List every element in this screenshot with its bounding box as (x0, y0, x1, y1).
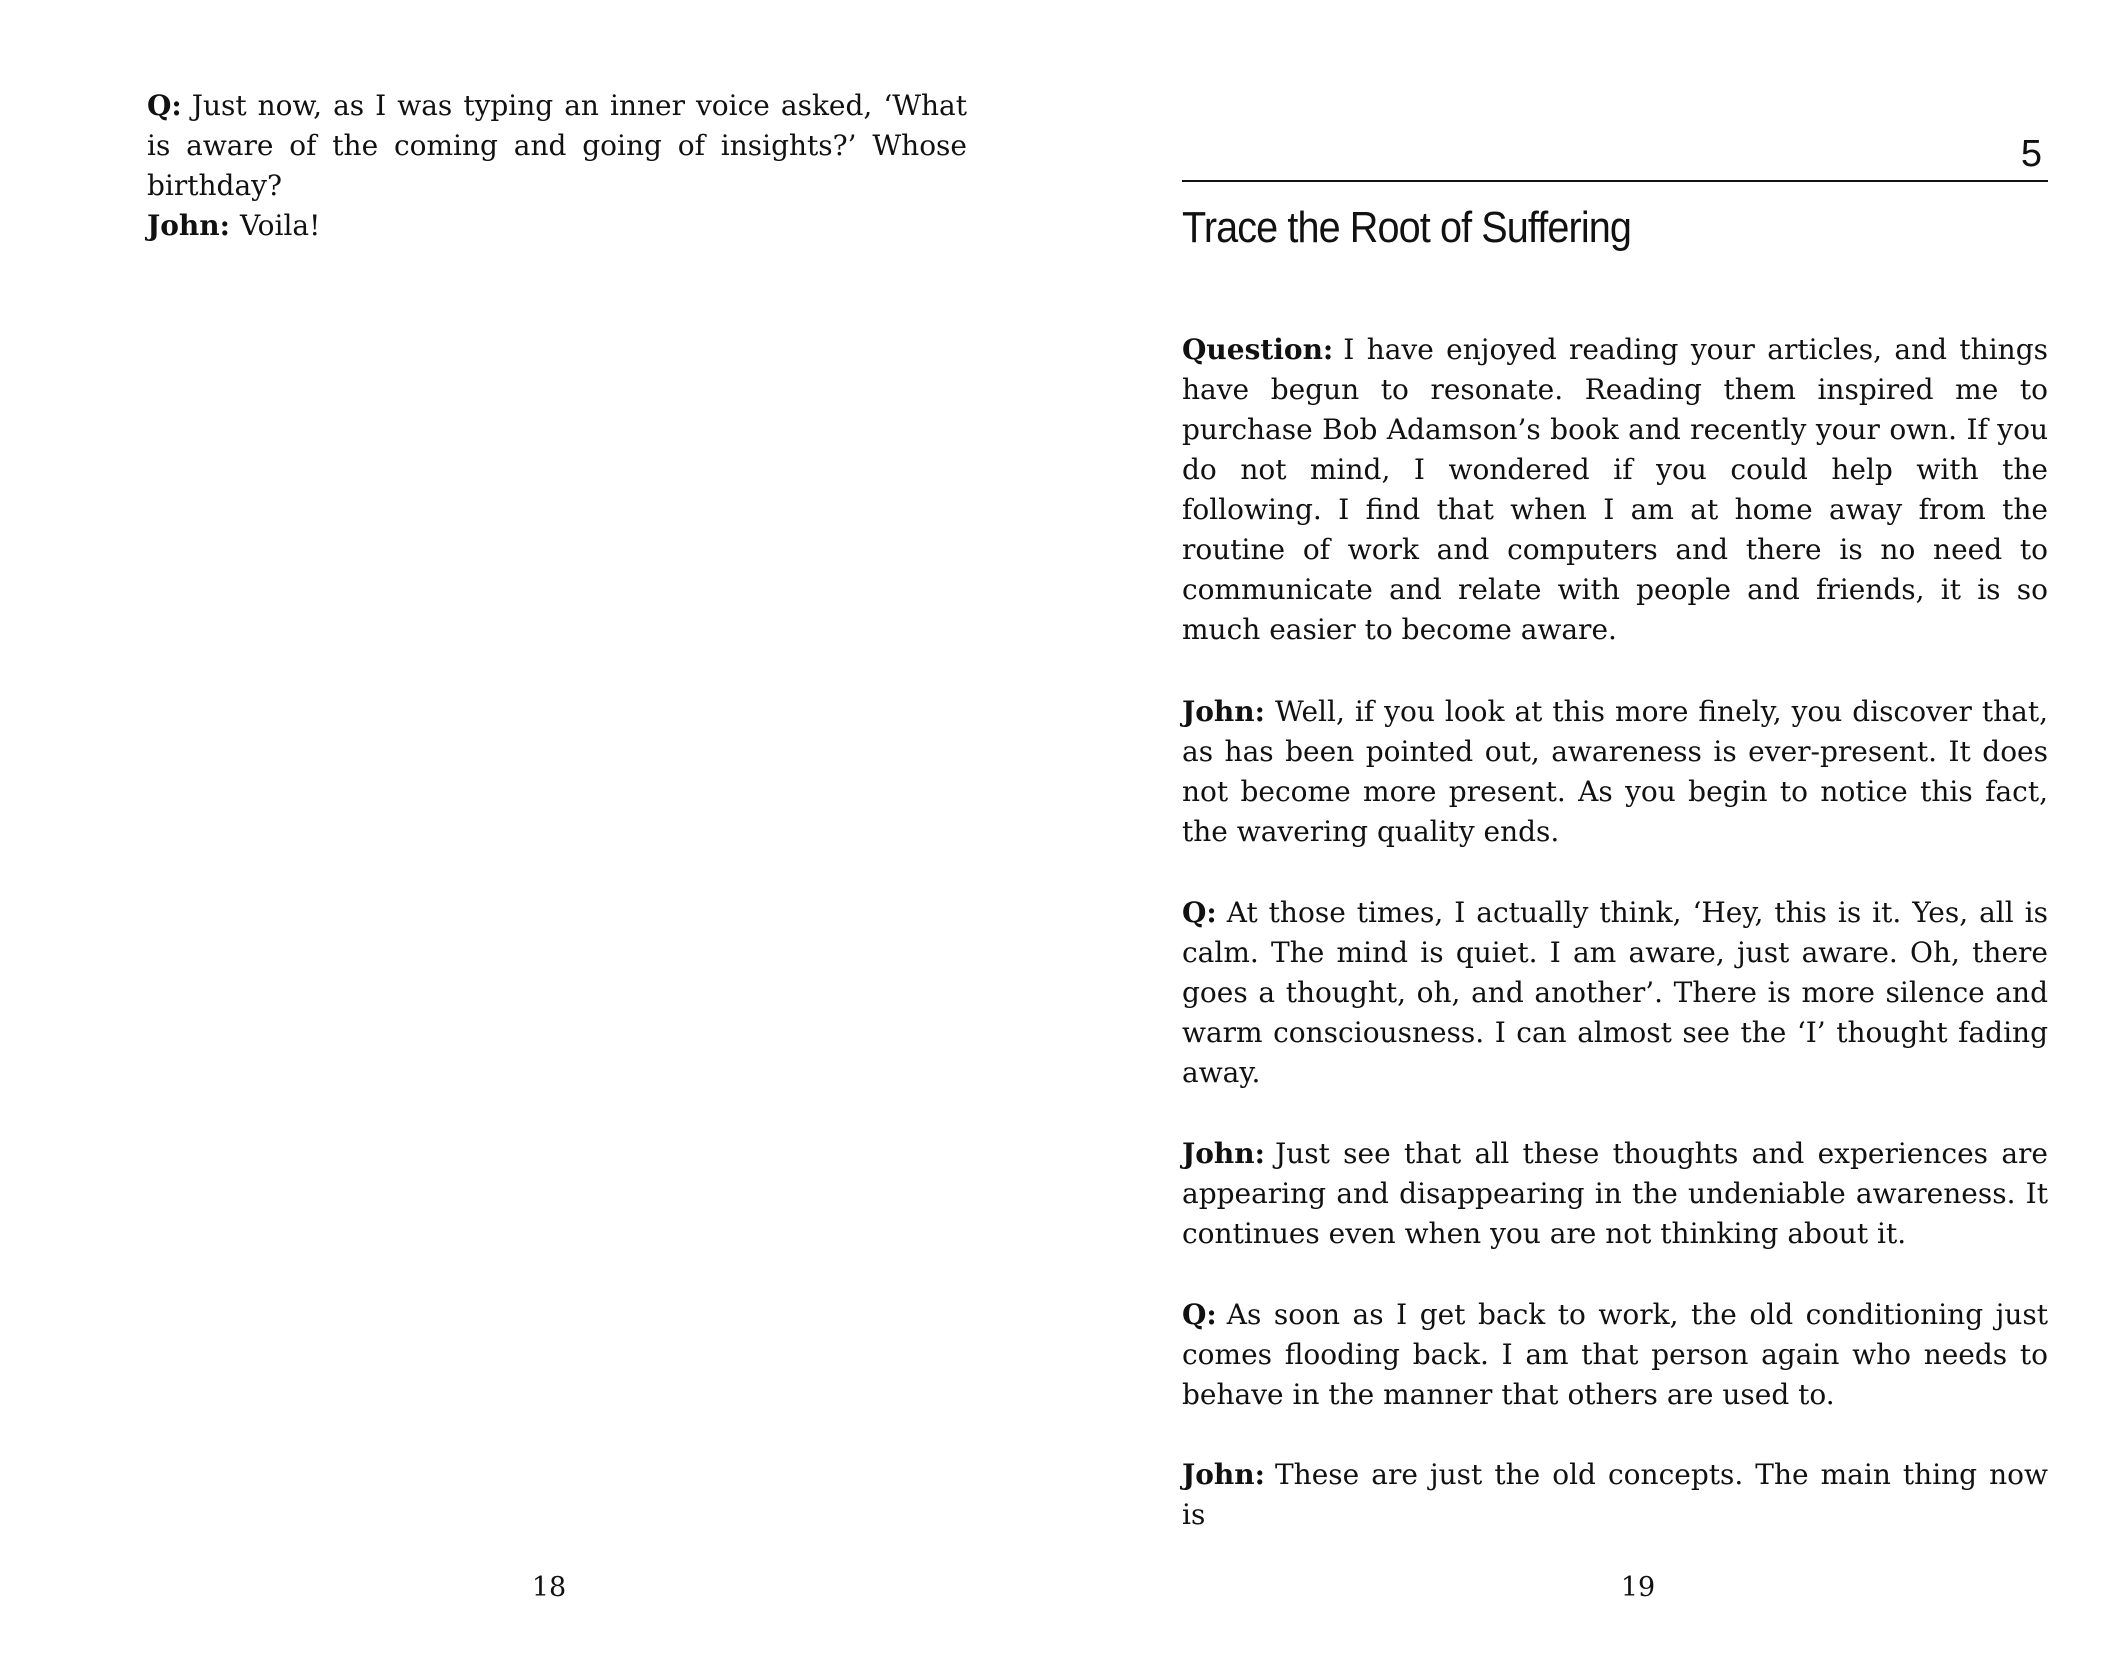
dialogue-paragraph (1182, 330, 2048, 650)
speaker-label: John: (1182, 695, 1265, 728)
dialogue-paragraph (147, 206, 967, 246)
paragraph-text: Well, if you look at this more finely, you discover that, as has been pointed out, awareness is ever-present. It does not become more present. As you begin to notice this fact, the wavering quality ends. (1182, 695, 2048, 848)
paragraph-text: Voila! (239, 209, 321, 242)
speaker-label: John: (1182, 1137, 1265, 1170)
paragraph-text: Just now, as I was typing an inner voice asked, ‘What is aware of the coming and going of insights?’ Whose birthday? (147, 89, 967, 202)
dialogue-paragraph (1182, 1295, 2048, 1415)
speaker-label: Q: (147, 89, 182, 122)
dialogue-paragraph (1182, 893, 2048, 1093)
paragraph-text: At those times, I actually think, ‘Hey, this is it. Yes, all is calm. The mind is quiet. I am aware, just aware. Oh, there goes a thought, oh, and another’. There is more silence and warm consciousness. I can almost see the ‘I’ thought fading away. (1182, 896, 2048, 1089)
chapter-number: 5 (2020, 133, 2042, 175)
speaker-label: John: (147, 209, 230, 242)
dialogue-paragraph (147, 86, 967, 206)
dialogue-paragraph (1182, 692, 2048, 852)
speaker-label: Question: (1182, 333, 1334, 366)
page-number: 18 (531, 1572, 567, 1603)
chapter-title: Trace the Root of Suffering (1182, 203, 1631, 252)
paragraph-text: These are just the old concepts. The main thing now is (1182, 1458, 2048, 1531)
dialogue-paragraph (1182, 1134, 2048, 1254)
paragraph-text: I have enjoyed reading your articles, and things have begun to resonate. Reading them inspired me to purchase Bob Adamson’s book and recently your own. If you do not mind, I wondered if you could help with the following. I find that when I am at home away from the routine of work and computers and there is no need to communicate and relate with people and friends, it is so much easier to become aware. (1182, 333, 2048, 646)
page-number: 19 (1620, 1572, 1656, 1603)
paragraph-text: As soon as I get back to work, the old conditioning just comes flooding back. I am that person again who needs to behave in the manner that others are used to. (1182, 1298, 2048, 1411)
right-page (1056, 0, 2112, 1680)
speaker-label: Q: (1182, 1298, 1217, 1331)
speaker-label: Q: (1182, 896, 1217, 929)
paragraph-text: Just see that all these thoughts and experiences are appearing and disappearing in the undeniable awareness. It continues even when you are not thinking about it. (1182, 1137, 2048, 1250)
speaker-label: John: (1182, 1458, 1265, 1491)
chapter-divider (1182, 180, 2048, 182)
dialogue-paragraph (1182, 1455, 2048, 1535)
